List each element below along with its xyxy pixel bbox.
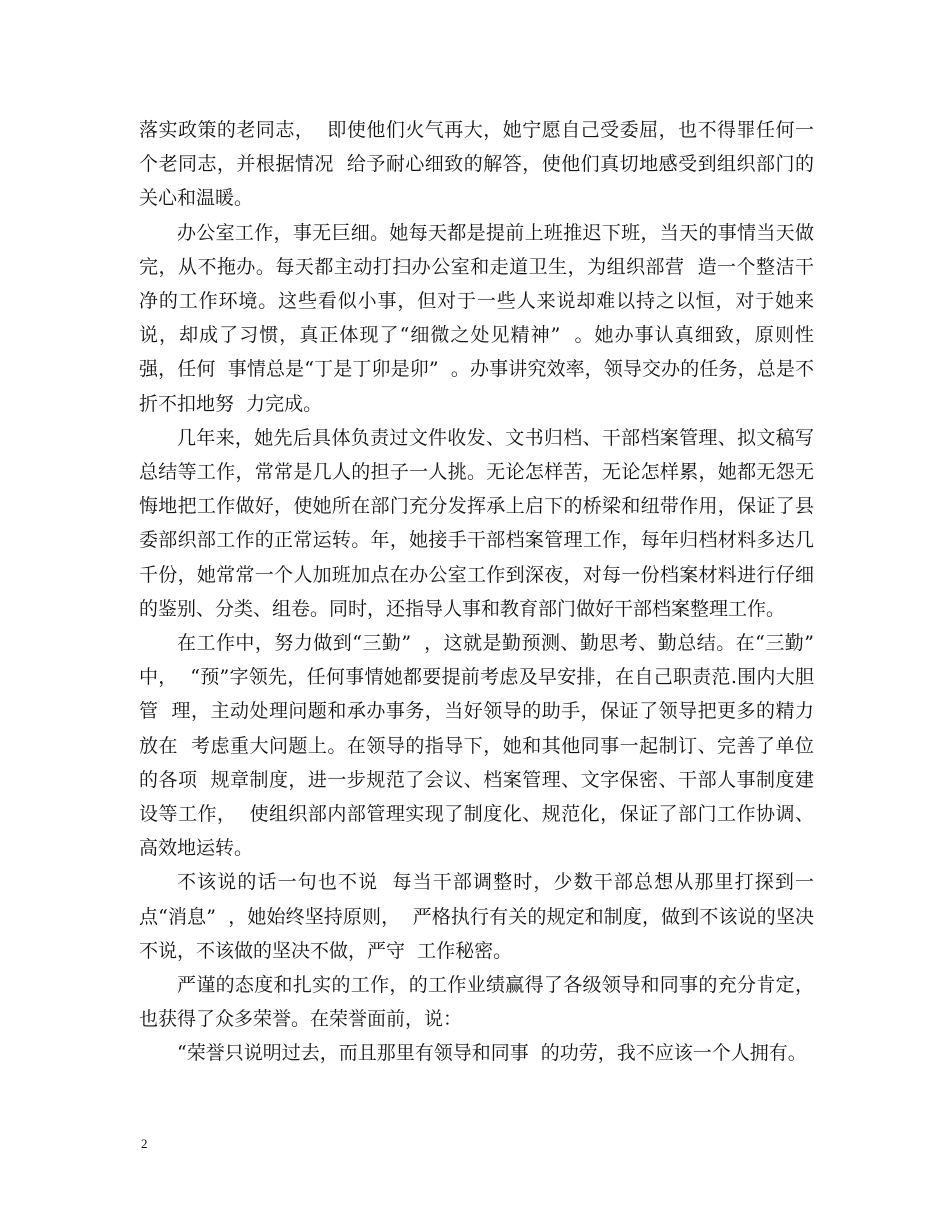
paragraph-7: “荣誉只说明过去，而且那里有领导和同事 的功劳，我不应该一个人拥有。: [177, 1042, 807, 1065]
paragraph-6: 严谨的态度和扎实的工作，的工作业绩赢得了各级领导和同事的充分肯定，也获得了众多荣誉。在荣誉面前，说：: [139, 974, 814, 1031]
paragraph-4: 在工作中，努力做到“三勤” ，这就是勤预测、勤思考、勤总结。在“三勤” 中， “预”字领先，任何事情她都要提前考虑及早安排，在自己职责范.围内大胆管 理，主动处理问题和承办事务，当好领导的助手，保证了领导把更多的精力放在 考虑重大问题上。在领导的指导下，她和其他同事一起制订、完善了单位的各项 规章制度，进一步规范了会议、档案管理、文字保密、干部人事制度建设等工作， 使组织部内部管理实现了制度化、规范化，保证了部门工作协调、高效地运转。: [139, 632, 827, 860]
page-number: 2: [141, 1136, 148, 1151]
paragraph-2: 办公室工作，事无巨细。她每天都是提前上班推迟下班，当天的事情当天做完，从不拖办。每天都主动打扫办公室和走道卫生，为组织部营 造一个整洁干净的工作环境。这些看似小事，但对于一些人来说却难以持之以恒，对于她来说，却成了习惯，真正体现了“细微之处见精神” 。她办事认真细致，原则性强，任何 事情总是“丁是丁卯是卯” 。办事讲究效率，领导交办的任务，总是不折不扣地努 力完成。: [139, 221, 814, 415]
body-text: [139, 113, 827, 1071]
paragraph-3: 几年来，她先后具体负责过文件收发、文书归档、干部档案管理、拟文稿写总结等工作，常常是几人的担子一人挑。无论怎样苦，无论怎样累，她都无怨无悔地把工作做好，使她所在部门充分发挥承上启下的桥梁和纽带作用，保证了县委部织部工作的正常运转。年，她接手干部档案管理工作，每年归档材料多达几千份，她常常一个人加班加点在办公室工作到深夜，对每一份档案材料进行仔细的鉴别、分类、组卷。同时，还指导人事和教育部门做好干部档案整理工作。: [139, 426, 814, 620]
paragraph-5: 不该说的话一句也不说 每当干部调整时，少数干部总想从那里打探到一点“消息” ，她始终坚持原则， 严格执行有关的规定和制度，做到不该说的坚决不说，不该做的坚决不做，严守 工作秘密。: [139, 871, 814, 962]
paragraph-1: 落实政策的老同志， 即使他们火气再大，她宁愿自己受委屈，也不得罪任何一个老同志，并根据情况 给予耐心细致的解答，使他们真切地感受到组织部门的关心和温暖。: [139, 119, 814, 210]
